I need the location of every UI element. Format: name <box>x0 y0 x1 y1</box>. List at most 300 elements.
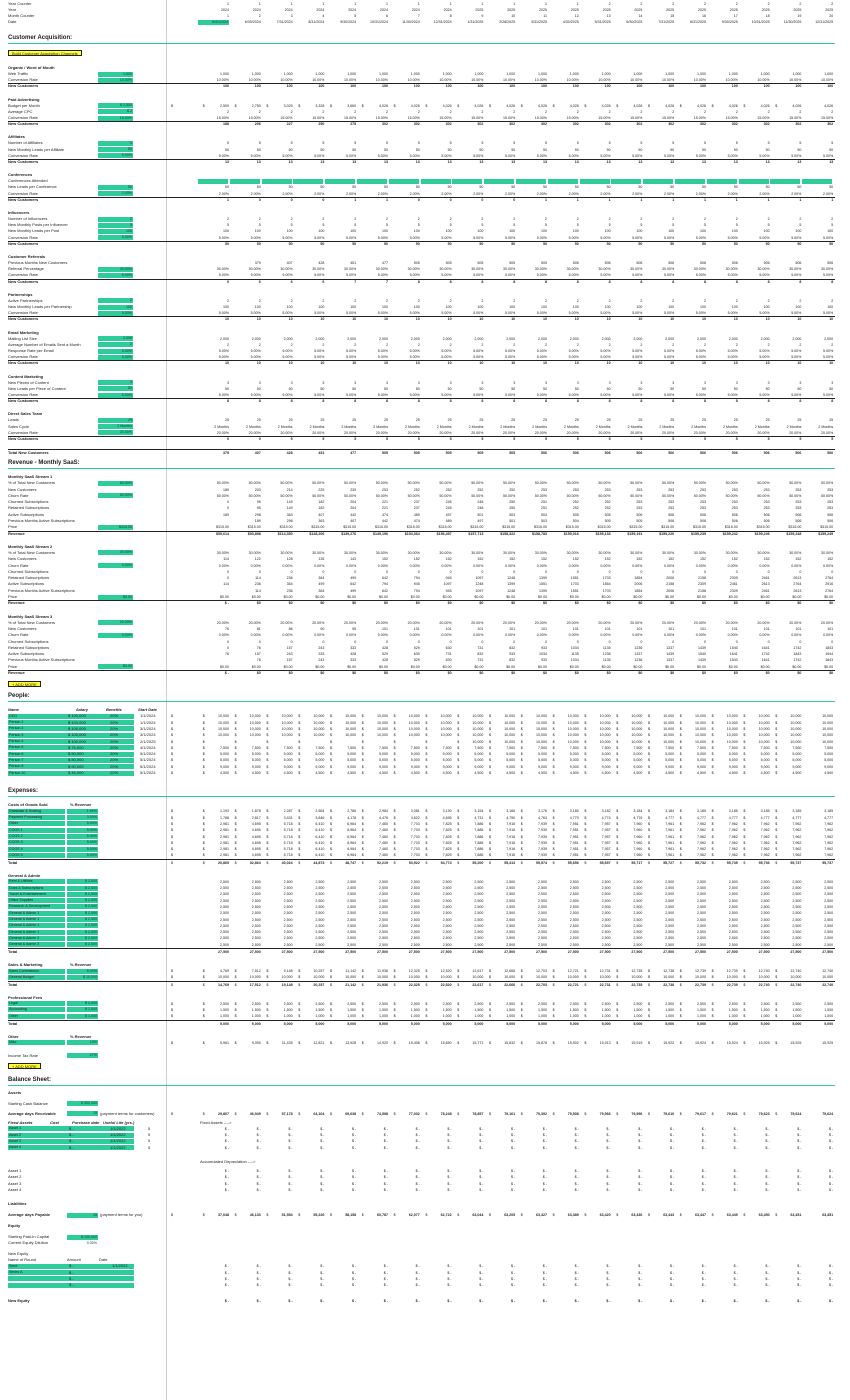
input-cell[interactable]: 15.00% <box>98 116 133 121</box>
expense-amount-input[interactable]: 1.99% <box>67 809 98 814</box>
currency-symbol: $ <box>425 720 428 725</box>
value-cell: 15.00% <box>566 116 579 120</box>
expense-name-input[interactable]: Other <box>8 821 65 826</box>
input-cell[interactable]: $0.00 <box>98 664 133 669</box>
expense-amount-input[interactable]: 5.00% <box>67 847 98 852</box>
currency-symbol: $ <box>425 103 428 108</box>
expense-amount-input[interactable]: 5.00% <box>67 821 98 826</box>
value-cell: 63,449 <box>726 1213 738 1218</box>
value-cell: 8 <box>258 399 261 404</box>
value-cell: 237 <box>413 506 420 511</box>
value-cell: 2,500 <box>792 936 802 941</box>
value-cell: 20.00% <box>280 620 293 625</box>
value-cell: $ - <box>256 1139 261 1144</box>
conference-input[interactable] <box>580 179 610 184</box>
value-cell: 1097 <box>475 588 484 593</box>
expense-name-input[interactable]: General & Admin 1 <box>8 911 65 916</box>
expense-amount-input[interactable]: 8.00% <box>67 969 98 974</box>
currency-symbol: $ <box>234 847 237 852</box>
start-date: 2/1/2025 <box>140 738 156 744</box>
input-cell[interactable]: 5.00% <box>98 311 133 316</box>
currency-symbol: $ <box>457 733 460 738</box>
value-cell: 5,000 <box>665 752 675 757</box>
currency-symbol: $ <box>648 975 650 980</box>
currency-symbol: $ <box>743 1213 746 1218</box>
value-cell: 7,500 <box>442 745 452 750</box>
value-cell: 100 <box>541 305 547 309</box>
acq-row <box>0 147 850 153</box>
paid-in-input[interactable]: $ 100,000 <box>67 1235 98 1240</box>
value-cell: $ - <box>701 1270 706 1275</box>
value-cell: 10,000 <box>790 720 802 725</box>
input-cell[interactable]: 3 <box>98 380 133 385</box>
value-cell: 15.00% <box>693 116 706 120</box>
value-cell: $ - <box>383 1169 388 1173</box>
currency-symbol: $ <box>457 975 460 980</box>
currency-symbol: $ <box>425 1213 428 1218</box>
currency-symbol: $ <box>520 1007 523 1012</box>
value-cell: $0.00 <box>601 595 611 599</box>
expense-name-input[interactable]: Dues & Subscriptions <box>8 886 65 891</box>
expense-amount-input[interactable]: $ 2,500 <box>67 930 98 935</box>
expense-amount-input[interactable]: $ 2,500 <box>67 886 98 891</box>
expense-amount-input[interactable]: $ 2,500 <box>67 923 98 928</box>
value-cell: 7,500 <box>379 745 388 750</box>
value-cell: 2,500 <box>792 1001 802 1006</box>
conference-input[interactable] <box>548 179 578 184</box>
input-cell[interactable]: 5 <box>98 141 133 146</box>
currency-symbol: $ <box>552 720 555 725</box>
currency-symbol: $ <box>202 726 205 731</box>
value-cell: 0 <box>227 500 229 505</box>
input-cell[interactable]: 2 <box>98 298 133 303</box>
conference-input[interactable] <box>516 179 546 184</box>
expense-name-input[interactable]: Other <box>8 1014 65 1019</box>
value-cell: 6 <box>386 14 388 18</box>
value-cell: 505 <box>509 261 516 265</box>
value-cell: 57,178 <box>281 1111 293 1116</box>
input-cell[interactable]: $ 2,500 <box>98 103 133 108</box>
value-cell: $ - <box>510 1270 516 1275</box>
start-date-input[interactable]: 5/31/2024 <box>198 20 229 25</box>
input-cell[interactable]: 20.00% <box>98 620 133 625</box>
input-cell[interactable]: 2 <box>98 342 133 347</box>
expense-name-input[interactable]: General & Admin 1 <box>8 923 65 928</box>
input-cell[interactable]: 100 <box>98 229 133 234</box>
expense-amount-input[interactable]: 5.00% <box>67 828 98 833</box>
conference-input[interactable] <box>643 179 673 184</box>
value-cell: 2764 <box>825 576 834 581</box>
currency-symbol: $ <box>457 764 460 769</box>
value-cell: 2 Months <box>309 424 325 429</box>
expense-amount-input[interactable]: 5.00% <box>67 840 98 845</box>
input-cell[interactable]: 5 <box>98 223 133 228</box>
value-cell: 9,000 <box>824 764 834 769</box>
input-cell[interactable]: 50 <box>98 147 133 152</box>
value-cell: $ - <box>797 1126 802 1131</box>
input-cell[interactable]: 30.00% <box>98 550 133 555</box>
expense-name-input[interactable]: Accounting <box>8 1007 65 1012</box>
conference-input[interactable] <box>293 179 323 184</box>
conference-input[interactable] <box>770 179 800 184</box>
value-cell: 2,000 <box>538 336 547 341</box>
input-cell[interactable]: 50 <box>98 386 133 391</box>
expense-amount-input[interactable]: 5.00% <box>67 834 98 839</box>
expense-amount-input[interactable]: $ 2,500 <box>67 917 98 922</box>
round-col-header: Name of Round <box>8 1257 37 1263</box>
value-cell: 79,596 <box>631 1111 643 1116</box>
expense-amount-input[interactable]: $ 2,500 <box>67 1001 98 1006</box>
conference-input[interactable] <box>484 179 514 184</box>
value-cell: 5,000 <box>220 758 229 763</box>
value-cell: 1,500 <box>601 1007 611 1012</box>
currency-symbol: $ <box>679 739 682 744</box>
value-cell: 2,500 <box>760 936 770 941</box>
value-cell: 0 <box>227 639 229 644</box>
currency-symbol: $ <box>361 815 364 820</box>
value-cell: 152 <box>382 557 388 562</box>
currency-symbol: $ <box>552 1111 555 1116</box>
value-cell: 30.00% <box>789 267 802 272</box>
expense-name-input[interactable]: COGS 2 <box>8 834 65 839</box>
value-cell: 2,500 <box>506 904 516 909</box>
expense-name-input[interactable]: Legal <box>8 1001 65 1006</box>
value-cell: 2,500 <box>474 942 484 947</box>
input-cell[interactable]: 5.00% <box>98 153 133 158</box>
value-cell: 27,500 <box>695 950 706 954</box>
currency-symbol: $ <box>330 733 332 738</box>
expense-name-input[interactable]: Office Supplies <box>8 898 65 903</box>
conference-input[interactable] <box>611 179 641 184</box>
conference-input[interactable] <box>198 179 228 184</box>
value-cell: 10 <box>638 317 643 322</box>
conference-input[interactable] <box>452 179 482 184</box>
currency-symbol: $ <box>648 1040 650 1045</box>
value-cell: 1,500 <box>442 1007 452 1012</box>
value-cell: 9,000 <box>506 764 516 769</box>
value-cell: 2,500 <box>760 917 770 922</box>
value-cell: $ - <box>606 1133 611 1138</box>
conference-input[interactable] <box>739 179 769 184</box>
value-cell: 15,832 <box>504 1040 516 1045</box>
people-col-header: Name <box>8 707 19 713</box>
conference-input[interactable] <box>707 179 737 184</box>
value-cell: 10,000 <box>631 739 643 744</box>
value-cell: 10,000 <box>377 714 388 719</box>
expense-name-input[interactable]: Misc <box>8 1040 65 1045</box>
expense-name-input[interactable]: General & Admin 2 <box>8 936 65 941</box>
value-cell: 2,500 <box>506 911 516 916</box>
value-cell: 2,500 <box>474 911 484 916</box>
value-cell: 2 <box>513 342 516 347</box>
input-cell[interactable]: 10.00% <box>98 78 133 83</box>
value-cell: 50 <box>733 241 738 246</box>
input-cell[interactable]: 20.00% <box>98 430 133 435</box>
conference-input[interactable] <box>325 179 355 184</box>
value-cell: 2,500 <box>506 879 516 884</box>
row-label: Direct Sales Team <box>8 411 43 417</box>
add-more-expenses-button[interactable]: + ADD MORE <box>8 1063 41 1069</box>
expense-amount-input[interactable]: $ 1,000 <box>67 1014 98 1019</box>
revenue-row <box>0 563 850 569</box>
value-cell: 0.00% <box>663 563 675 568</box>
value-cell: 2,500 <box>728 1001 738 1006</box>
value-cell: 10,000 <box>567 733 579 738</box>
accum-dep-row <box>0 1181 850 1187</box>
ar-days-input[interactable]: 15 <box>67 1111 98 1116</box>
expense-name-input[interactable]: General & Admin 3 <box>8 942 65 947</box>
input-cell[interactable]: $0.00 <box>98 595 133 600</box>
value-cell: 10 <box>606 317 611 322</box>
expense-name-input[interactable]: General & Admin 1 <box>8 917 65 922</box>
acq-row <box>0 436 850 442</box>
input-cell[interactable]: 2,000 <box>98 336 133 341</box>
expense-amount-input[interactable]: $ 10,000 <box>67 975 98 980</box>
value-cell: 20.00% <box>534 620 547 625</box>
value-cell: 50 <box>225 386 229 391</box>
build-channels-button[interactable]: Build Customer Acquisition Channels <box>8 50 82 56</box>
input-cell[interactable]: 2.00% <box>98 191 133 196</box>
value-cell: 30.00% <box>630 267 643 272</box>
value-cell: 1 <box>513 2 516 6</box>
expense-name-input[interactable]: Travel & Entertainment <box>8 892 65 897</box>
value-cell: 20.00% <box>502 620 516 625</box>
expense-amount-input[interactable]: $ 2,500 <box>67 936 98 941</box>
expense-amount-input[interactable]: $ 2,500 <box>67 898 98 903</box>
value-cell: $ - <box>606 1175 611 1180</box>
expense-row <box>0 929 850 935</box>
expense-name-input[interactable]: General & Admin 1 <box>8 930 65 935</box>
value-cell: 30.00% <box>757 550 770 555</box>
input-cell[interactable]: 50.00% <box>98 493 133 498</box>
value-cell: 2 <box>545 342 547 347</box>
value-cell: 2 <box>767 109 770 114</box>
value-cell: 30.00% <box>534 550 547 555</box>
value-cell: 50 <box>574 185 579 190</box>
value-cell: 251 <box>541 500 547 505</box>
value-cell: $ - <box>701 1299 706 1304</box>
expense-amount-input[interactable]: $ 2,500 <box>67 879 98 884</box>
input-cell[interactable]: 5.00% <box>98 235 133 240</box>
value-cell: 5.00% <box>473 355 484 360</box>
expense-name-input[interactable]: COGS 4 <box>8 847 65 852</box>
dilution-input[interactable]: 0.00% <box>86 1240 97 1245</box>
value-cell: 20.00% <box>534 430 547 435</box>
expense-name-input[interactable]: Database & Hosting <box>8 809 65 814</box>
value-cell: 5 <box>831 223 834 228</box>
expense-row <box>0 968 850 974</box>
expense-name-input[interactable]: Payment Processing <box>8 815 65 820</box>
input-cell[interactable]: 0.00% <box>98 633 133 638</box>
currency-symbol: $ <box>552 860 555 865</box>
value-cell: 2,500 <box>410 892 420 897</box>
currency-symbol: $ <box>679 1014 682 1019</box>
row-label: Conversion Rate <box>8 115 38 120</box>
expense-amount-input[interactable]: 10% <box>67 1040 98 1045</box>
value-cell: $0.00 <box>251 664 261 669</box>
acq-row <box>0 115 850 121</box>
input-cell[interactable]: 50 <box>98 185 133 190</box>
revenue-row <box>0 499 850 505</box>
input-cell[interactable]: 2 <box>98 217 133 222</box>
currency-symbol: $ <box>711 752 714 757</box>
value-cell: $0.00 <box>442 595 452 599</box>
currency-symbol: $ <box>393 847 396 852</box>
expense-amount-input[interactable]: $ 1,500 <box>67 1007 98 1012</box>
expense-name-input[interactable]: COGS 5 <box>8 853 65 858</box>
conference-input[interactable] <box>262 179 292 184</box>
expense-amount-input[interactable]: $ 2,500 <box>67 904 98 909</box>
input-cell[interactable]: 25 <box>98 418 133 423</box>
value-cell: 3,176 <box>538 809 547 814</box>
expense-amount-input[interactable]: $ 2,500 <box>67 892 98 897</box>
value-cell: 5,000 <box>697 752 706 757</box>
value-cell: 55,736 <box>758 860 770 865</box>
value-cell: 5.00% <box>759 311 770 316</box>
expense-name-input[interactable]: COGS 1 <box>8 828 65 833</box>
currency-symbol: $ <box>330 1040 332 1045</box>
ap-days-input[interactable]: 15 <box>67 1213 98 1218</box>
currency-symbol: $ <box>330 847 332 852</box>
value-cell: 0 <box>481 197 484 202</box>
value-cell: 5.00% <box>727 393 738 397</box>
add-more-revenue-button[interactable]: + ADD MORE <box>8 681 41 687</box>
value-cell: 15,925 <box>758 1040 770 1045</box>
input-cell[interactable]: 5.00% <box>98 349 133 354</box>
value-cell: 2 Months <box>564 424 579 429</box>
value-cell: 10,000 <box>345 733 357 738</box>
value-cell: $0.00 <box>538 595 547 599</box>
expense-name-input[interactable]: General Budget <box>8 975 65 980</box>
currency-symbol: $ <box>330 103 332 108</box>
conference-input[interactable] <box>357 179 387 184</box>
value-cell: 10,000 <box>663 975 675 980</box>
value-cell: 2024 <box>284 8 293 12</box>
expense-amount-input[interactable]: 5.00% <box>67 853 98 858</box>
expense-amount-input[interactable]: $ 2,500 <box>67 911 98 916</box>
start-date: 3/1/2024 <box>140 725 156 731</box>
value-cell: 5 <box>290 437 293 441</box>
value-cell: 489 <box>445 519 452 523</box>
value-cell: 7,500 <box>697 745 706 750</box>
input-cell[interactable]: 5.00% <box>98 355 133 360</box>
value-cell: 2025 <box>602 8 611 12</box>
value-cell: 10 <box>638 361 643 366</box>
currency-symbol: $ <box>775 969 778 973</box>
currency-symbol: $ <box>743 982 746 987</box>
currency-symbol: $ <box>234 1111 237 1116</box>
expense-amount-input[interactable]: $ 2,500 <box>67 942 98 947</box>
value-cell: 2 <box>799 2 802 6</box>
input-cell[interactable]: $315.00 <box>98 525 133 530</box>
value-cell: 10.00% <box>757 78 770 83</box>
value-cell: 2,500 <box>410 911 420 916</box>
expense-name-input[interactable]: Sales Commission <box>8 969 65 974</box>
conference-input[interactable] <box>230 179 260 184</box>
input-cell[interactable]: 100 <box>98 305 133 310</box>
value-cell: 3 <box>735 380 738 385</box>
value-cell: 2,500 <box>347 942 357 947</box>
value-cell: 3 <box>258 380 261 385</box>
input-cell[interactable]: 5.00% <box>98 273 133 278</box>
input-cell[interactable]: 50.00% <box>98 481 133 486</box>
expense-name-input[interactable]: Research & Development <box>8 904 65 909</box>
expense-name-input[interactable]: COGS 3 <box>8 840 65 845</box>
input-cell[interactable]: 1,000 <box>98 72 133 77</box>
conference-input[interactable] <box>802 179 832 184</box>
value-cell: 5,000 <box>538 1021 547 1026</box>
salary: $ 50,000 <box>68 751 84 757</box>
currency-symbol: $ <box>743 733 746 738</box>
value-cell: 2,500 <box>506 930 516 935</box>
conference-input[interactable] <box>675 179 705 184</box>
value-cell: 2,500 <box>283 892 293 897</box>
value-cell: 10,000 <box>758 733 770 738</box>
currency-symbol: $ <box>266 969 269 973</box>
starting-cash-input[interactable]: $ 300,000 <box>67 1101 98 1106</box>
currency-symbol: $ <box>616 752 619 757</box>
expense-name-input[interactable]: Rent & Utilities <box>8 879 65 884</box>
value-cell: 253 <box>604 487 611 492</box>
value-cell: 2,500 <box>569 904 579 909</box>
input-cell[interactable]: 0.00% <box>98 563 133 568</box>
value-cell: 2,500 <box>315 886 325 890</box>
input-cell[interactable]: $ 2 <box>98 109 133 114</box>
conference-input[interactable] <box>421 179 451 184</box>
value-cell: 50 <box>256 147 261 152</box>
value-cell: $ - <box>479 1139 484 1144</box>
value-cell: 505 <box>636 519 643 523</box>
value-cell: $315.00 <box>820 525 834 530</box>
round-row <box>0 1282 850 1288</box>
value-cell: 0.00% <box>250 563 261 568</box>
conference-input[interactable] <box>389 179 419 184</box>
value-cell: $ - <box>383 1181 388 1186</box>
value-cell: 10,000 <box>822 720 834 725</box>
value-cell: 2,000 <box>728 336 738 341</box>
input-cell[interactable]: 30.00% <box>98 267 133 272</box>
value-cell: 2,500 <box>283 911 293 916</box>
revenue-row <box>0 550 850 556</box>
row-label: Previous Months Active Subscriptions <box>8 587 75 593</box>
value-cell: 10.00% <box>216 78 229 83</box>
value-cell: 13,928 <box>345 1040 357 1045</box>
expense-amount-input[interactable]: 3.00% <box>67 815 98 820</box>
value-cell: 7,962 <box>760 840 770 845</box>
value-cell: 253 <box>668 500 675 505</box>
value-cell: 15.00% <box>820 116 834 120</box>
value-cell: 0.00% <box>600 563 611 568</box>
value-cell: 407 <box>286 261 293 265</box>
tax-rate-input[interactable]: 27% <box>67 1053 98 1058</box>
currency-symbol: $ <box>552 847 555 852</box>
value-cell: 100 <box>731 305 738 309</box>
revenue-row <box>0 620 850 626</box>
value-cell: 15.00% <box>407 116 420 120</box>
value-cell: 1,000 <box>442 1014 452 1019</box>
input-cell[interactable]: 5.00% <box>98 393 133 398</box>
row-label: Mailing List Size <box>8 335 37 341</box>
value-cell: 10,000 <box>631 714 643 719</box>
value-cell: 1248 <box>507 576 516 581</box>
value-cell: 1,000 <box>538 1014 547 1019</box>
value-cell: $ - <box>669 1299 675 1304</box>
new-equity-total-row <box>0 1298 850 1304</box>
input-cell[interactable]: 2 Months <box>98 424 133 429</box>
expense-row <box>0 910 850 916</box>
round-date: 1/1/2022 <box>112 1263 128 1269</box>
value-cell: 22,735 <box>631 982 643 987</box>
